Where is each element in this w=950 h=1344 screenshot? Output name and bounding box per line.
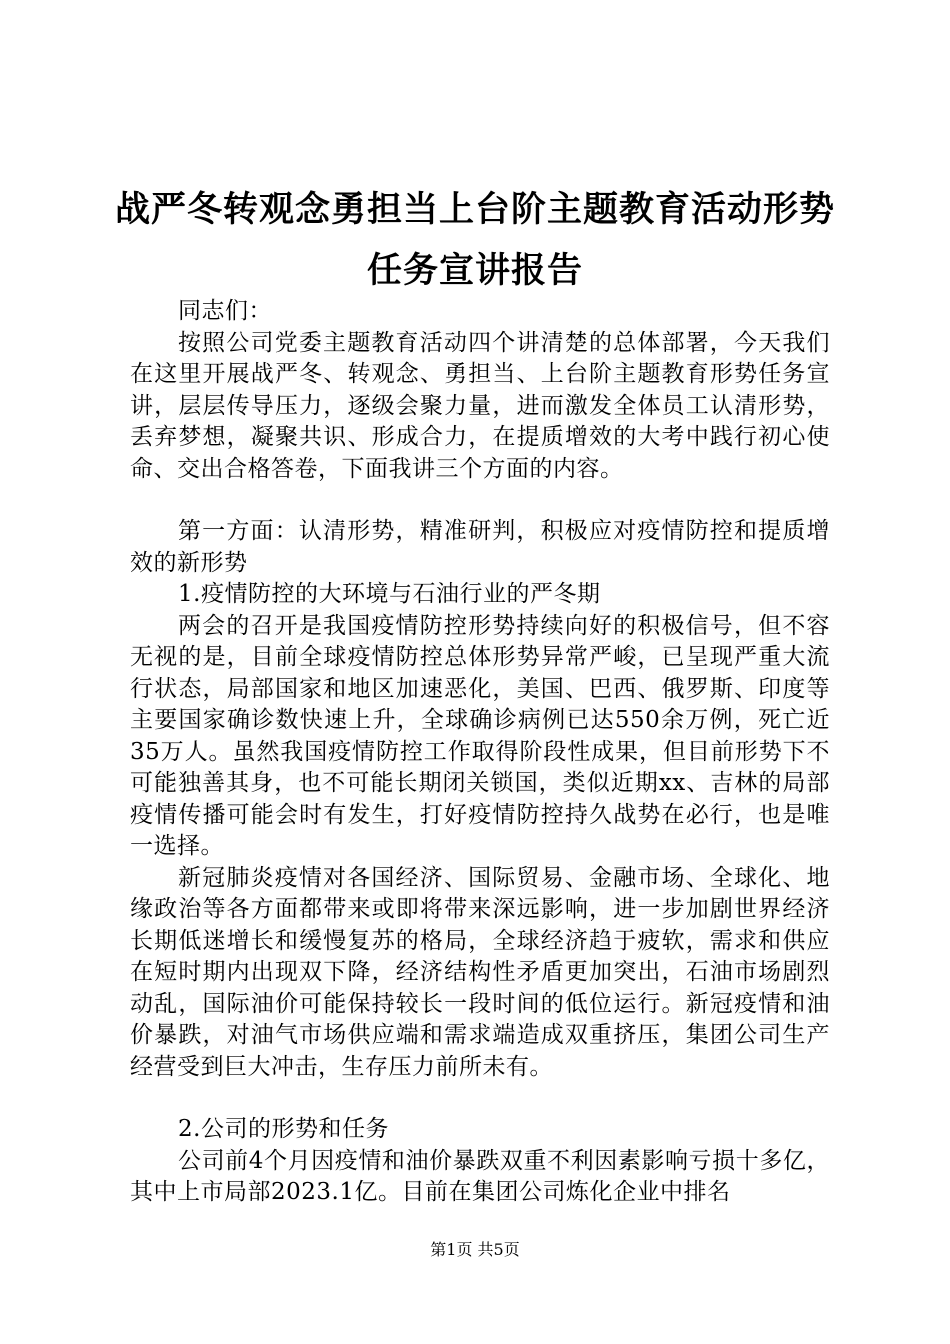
subheading-2: 2.公司的形势和任务 [178, 1116, 389, 1142]
paragraph-company: 公司前4个月因疫情和油价暴跌双重不利因素影响亏损十多亿，其中上市局部2023.1亿。目前在集团公司炼化企业中排名 [130, 1147, 830, 1205]
greeting: 同志们： [178, 298, 272, 324]
page-footer: 第1页 共5页 [430, 1240, 520, 1259]
paragraph-intro: 按照公司党委主题教育活动四个讲清楚的总体部署，今天我们在这里开展战严冬、转观念、勇担当、上台阶主题教育形势任务宣讲，层层传导压力，逐级会聚力量，进而激发全体员工认清形势，丢弃梦想，凝聚共识、形成合力，在提质增效的大考中践行初心使命、交出合格答卷，下面我讲三个方面的内容。 [130, 329, 830, 482]
paragraph-economy: 新冠肺炎疫情对各国经济、国际贸易、金融市场、全球化、地缘政治等各方面都带来或即将带来深远影响，进一步加剧世界经济长期低迷增长和缓慢复苏的格局，全球经济趋于疲软，需求和供应在短时期内出现双下降，经济结构性矛盾更加突出，石油市场剧烈动乱，国际油价可能保持较长一段时间的低位运行。新冠疫情和油价暴跌，对油气市场供应端和需求端造成双重挤压，集团公司生产经营受到巨大冲击，生存压力前所未有。 [130, 864, 830, 1080]
document-body [130, 296, 830, 1209]
title-line-1: 战严冬转观念勇担当上台阶主题教育活动形势 [114, 189, 835, 230]
section-heading-1: 第一方面：认清形势，精准研判，积极应对疫情防控和提质增效的新形势 [130, 518, 830, 576]
paragraph-epidemic: 两会的召开是我国疫情防控形势持续向好的积极信号，但不容无视的是，目前全球疫情防控总体形势异常严峻，已呈现严重大流行状态，局部国家和地区加速恶化，美国、巴西、俄罗斯、印度等主要国家确诊数快速上升，全球确诊病例已达550余万例，死亡近35万人。虽然我国疫情防控工作取得阶段性成果，但目前形势下不可能独善其身，也不可能长期闭关锁国，类似近期xx、吉林的局部疫情传播可能会时有发生，打好疫情防控持久战势在必行，也是唯一选择。 [130, 612, 830, 859]
title-line-2: 任务宣讲报告 [366, 250, 583, 291]
subheading-1: 1.疫情防控的大环境与石油行业的严冬期 [178, 581, 601, 607]
